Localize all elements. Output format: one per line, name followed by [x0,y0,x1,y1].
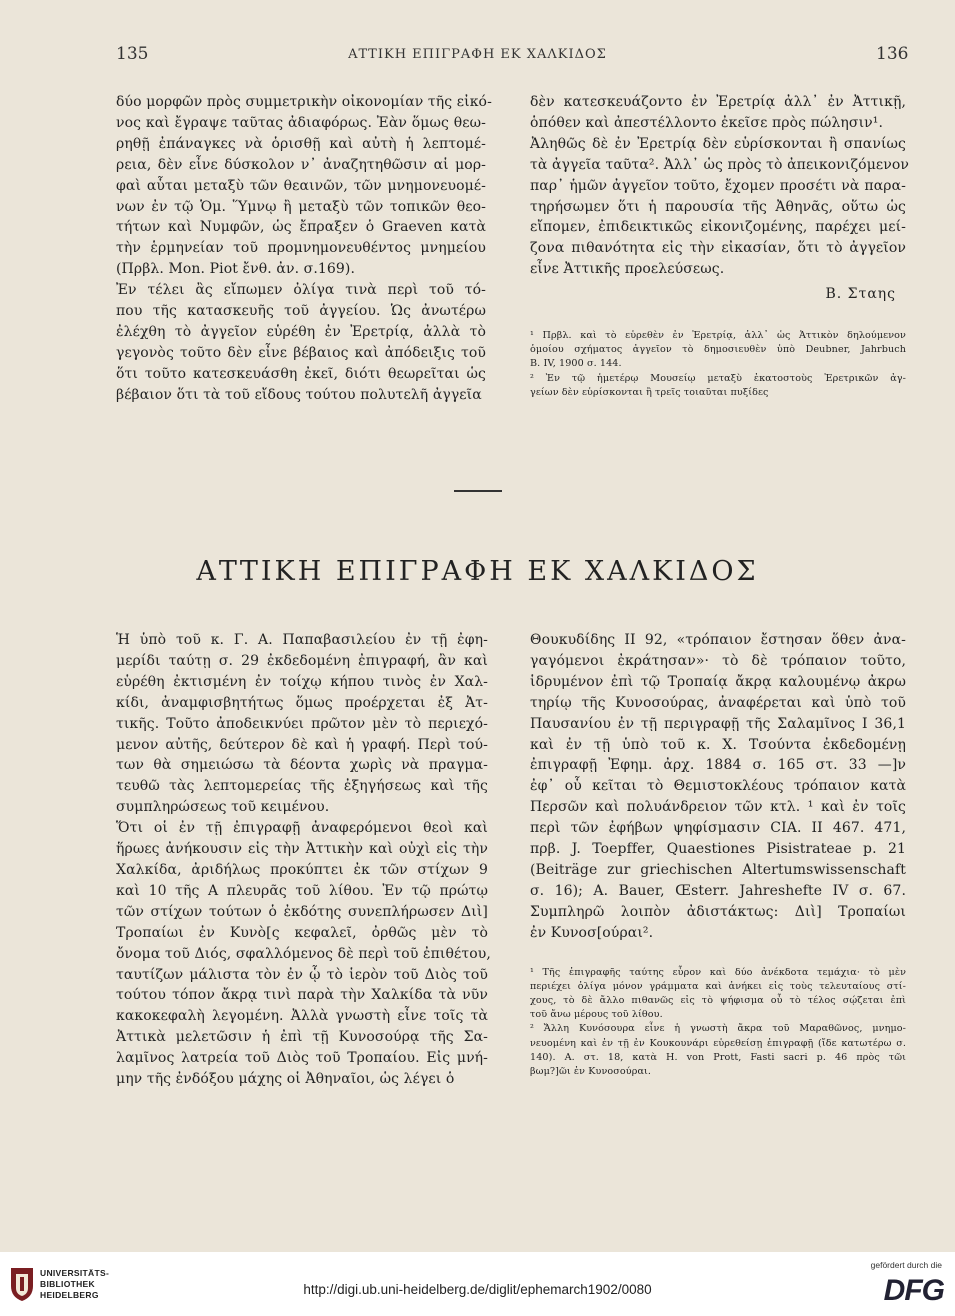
text-line: που τῆς κατασκευῆς τοῦ ἀγγείου. Ὡς ἀνωτέρω [116,303,486,320]
bottom-footnotes [530,966,906,1080]
text-line: ἐπιγραφῇ Ἐφημ. ἀρχ. 1884 σ. 165 στ. 33 —]ν [530,757,906,774]
left-page-number: 135 [116,44,149,64]
text-line: κίδι, ἀναμφισβητήτως ὅμως προέρχεται ἐξ Ἀτ- [116,694,488,711]
text-line: περὶ τῶν ἐφήβων ψηφίσμασιν CIA. II 467. 471, [530,820,906,837]
text-line: βέβαιον ὅτι τὰ τοῦ εἴδους τούτου πολυτελῆ ἀγγεῖα [116,386,482,403]
text-line: Συμπληρῶ λοιπὸν ἀδιστάκτως: Διὶ] Τροπαίωι [530,903,906,920]
text-line: τικῆς. Τοῦτο ἀποδεικνύει πρῶτον μὲν τὸ περιεχό- [116,715,488,732]
text-line: εἴπομεν, ἐπιδεικτικῶς εἰκονιζομένης, παρέχει μεί- [530,219,906,236]
text-line: ζονα πιθανότητα εἰς τὴν εἰκασίαν, ὅτι τὸ ἀγγεῖον [530,240,906,257]
text-line: ¹ Πρβλ. καὶ τὸ εὑρεθὲν ἐν Ἐρετρίᾳ, ἀλλ᾽ ὡς Ἀττικὸν δηλούμενον [530,330,906,342]
text-line: γείων δὲν εὑρίσκονται ἢ τρεῖς τοιαῦται πυξίδες [530,386,769,398]
text-line: περιέχει ὀλίγα μόνον γράμματα καὶ ἀνήκει εἰς τοὺς τελευταίους στί- [530,980,906,992]
bottom-right-column [530,630,906,1079]
footer-bar [0,1252,955,1316]
text-line: εἶνε Ἀττικῆς προελεύσεως. [530,261,725,278]
dfg-logo[interactable] [846,1260,948,1310]
text-line: σ. 16); A. Bauer, Œsterr. Jahreshefte IV σ. 67. [530,882,906,899]
text-line: τοῦ ἄνω μέρους τοῦ λίθου. [530,1009,663,1021]
text-line: νων ἐν τῷ Ὁμ. Ὕμνῳ ἢ μεταξὺ τῶν τοπικῶν θεο- [116,198,486,215]
text-line: 140). A. στ. 18, κατὰ H. von Prott, Fasti sacri p. 46 πρὸς τῶι [530,1051,906,1063]
text-line: φαὶ αὗται μεταξὺ τῶν θεαινῶν, τῶν μνημονευομέ- [116,177,486,194]
text-line: τηρίῳ τῆς Κυνοσούρας, ἀναφέρεται καὶ ὑπὸ τοῦ [530,694,906,711]
article-title: ΑΤΤΙΚΗ ΕΠΙΓΡΑΦΗ ΕΚ ΧΑΛΚΙΔΟΣ [196,556,759,587]
text-line: Ἡ ὑπὸ τοῦ κ. Γ. Α. Παπαβασιλείου ἐν τῇ ἐφη- [116,632,488,648]
text-line: τούτου τόπον ἄκρᾳ τινὶ παρὰ τὴν Χαλκίδα τὰ νῦν [116,987,488,1004]
text-line: καὶ 10 τῆς Α πλευρᾶς τοῦ λίθου. Ἐν τῷ πρώτῳ [116,882,488,899]
text-line: νευομένη καὶ ἐν τῇ ἐν Κουκουνάρι εὑρεθείσῃ ἐπιγραφῇ (ἴδε κατωτέρω σ. [530,1037,906,1049]
section-divider [454,490,502,492]
text-line: τῶν στίχων τούτων ὁ ἐκδότης συνεπλήρωσεν Διὶ] [116,903,488,920]
dfg-logo-text: DFG [883,1274,944,1307]
text-line: νος καὶ ἔγραψε ταῦτας ἀδιαφόρως. Ἐὰν ὅμως θεω- [116,114,486,131]
text-line: τήτων καὶ Νυμφῶν, ὡς ἔπραξεν ὁ Graeven κατὰ [116,219,486,236]
text-line: μενον αὐτῆς, δεύτερον δὲ καὶ ἡ γραφή. Περὶ τού- [116,736,488,753]
text-line: ὄνομα τοῦ Διός, σφαλλόμενος δὲ περὶ τοῦ ἐπιθέτου, [116,945,491,962]
bottom-left-column [116,630,491,1090]
text-line: Ἀληθῶς δὲ ἐν Ἐρετρίᾳ δὲν εὑρίσκονται ἢ σπανίως [530,135,906,152]
text-line: ἐν Κυνοσ[ούραι². [530,924,654,941]
top-right-column [530,92,909,400]
text-line: μερίδι ταύτῃ σ. 29 ἐκδεδομένη ἐπιγραφή, ἂν καὶ [116,652,488,669]
text-line: γεγονὸς τοῦτο δὲν εἶνε βέβαιος καὶ ἀπόδειξις τοῦ [116,344,486,361]
text-line: εὑρέθη ἐκτισμένη ἐν τοίχῳ κήπου τινὸς ἐν Χαλ- [116,673,488,690]
text-line: ² Ἐν τῷ ἡμετέρῳ Μουσείῳ μεταξὺ ἑκατοστοὺς Ἐρετρικῶν ἀγ- [530,372,906,384]
text-line: ρηθῇ ἐπάναγκες νὰ ὁρισθῇ καὶ αὐτὴ ἡ λεπτομέ- [116,135,486,152]
top-footnotes [530,329,906,400]
text-line: μην τῆς ἐνδόξου μάχης οἱ Ἀθηναῖοι, ὡς λέγει ὁ [116,1071,455,1088]
text-line: ἐλέχθη τὸ ἀγγεῖον εὑρέθη ἐν Ἐρετρίᾳ, ἀλλὰ τὸ [116,323,486,340]
text-line: τευθῶ τὰς λεπτομερείας τῆς ἐξηγήσεως καὶ τῆς [116,778,488,795]
text-line: ὁπόθεν καὶ ἀπεστέλλοντο ἐκεῖσε πρὸς πώλησιν¹. [530,114,884,131]
funded-by-text: gefördert durch die [870,1260,942,1270]
text-line: τὰ ἀγγεῖα ταῦτα². Ἀλλ᾽ ὡς πρὸς τὸ ἀπεικονιζόμενον [530,156,909,173]
text-line: των θὰ σημειώσω τὰ δέοντα χωρὶς νὰ πραγμα- [116,757,488,774]
text-line: (Πρβλ. Mon. Piot ἔνθ. ἀν. σ.169). [116,261,356,278]
text-line: συμπληρώσεως τοῦ κειμένου. [116,799,330,816]
text-line: τὴν ἑρμηνείαν τοῦ προμνημονευθέντος μνημείου [116,240,486,257]
text-line: ὁμοίου σχήματος ἀγγεῖον τὸ δημοσιευθὲν ὑπὸ Deubner, Jahrbuch [530,344,906,356]
text-line: Τροπαίωι ἐν Κυνὸ[ς κεφαλεῖ, ὀρθῶς μὲν τὸ [116,924,488,941]
text-line: Ἀττικὰ μελετῶσιν ἡ ἐπὶ τῇ Κυνοσούρᾳ τῆς Σα- [116,1029,488,1046]
text-line: Θουκυδίδης II 92, «τρόπαιον ἔστησαν ὅθεν ἀνα- [530,632,906,648]
running-title: ΑΤΤΙΚΗ ΕΠΙΓΡΑΦΗ ΕΚ ΧΑΛΚΙΔΟΣ [348,47,607,62]
text-line: Χαλκίδα, ἀριδήλως προκύπτει ἐκ τῶν στίχων 9 [116,861,488,878]
text-line: Ἐν τέλει ἂς εἴπωμεν ὀλίγα τινὰ περὶ τοῦ τό- [116,282,486,299]
text-line: Παυσανίου ἐν τῇ περιγραφῇ τῆς Σαλαμῖνος I 36,1 [530,715,906,732]
text-line: παρ᾽ ἡμῶν ἀγγεῖον τοῦτο, ἔχομεν προσέτι νὰ παρα- [530,177,906,194]
text-line: δύο μορφῶν πρὸς συμμετρικὴν οἰκονομίαν τῆς εἰκό- [116,94,492,110]
author-signature: Β. Σταης [825,286,896,303]
text-line: Περσῶν καὶ πολυάνδρειον τῶν κτλ. ¹ καὶ ἐν τοῖς [530,799,906,816]
text-line: ἐφ᾽ οὗ κεῖται τὸ Θεμιστοκλέους τρόπαιον κατὰ [530,778,906,795]
text-line: πρβ. J. Toepffer, Quaestiones Pisistrateae p. 21 [530,841,906,858]
text-line: (Beiträge zur griechischen Altertumswissenschaft [530,861,906,878]
text-line: κακοκεφαλὴ λεγομένη. Ἀλλὰ γνωστὴ εἶνε τοῖς τὰ [116,1008,488,1025]
right-page-number: 136 [876,44,909,64]
text-line: δὲν κατεσκευάζοντο ἐν Ἐρετρίᾳ ἀλλ᾽ ἐν Ἀττικῇ, [530,94,906,110]
text-line: χους, τὸ δὲ ἄλλο πιθανῶς εἰς τὸ ψήφισμα οὗ τὸ τέλος σῴζεται ἐπὶ [530,995,906,1006]
text-line: ὅτι τοῦτο κατεσκευάσθη ἐκεῖ, διότι θεωρεῖται ὡς [116,365,486,382]
text-line: καὶ ἐν τῇ ὑπὸ τοῦ κ. Χ. Τσούντα ἐκδεδομένῃ [530,736,906,753]
text-line: Ὅτι οἱ ἐν τῇ ἐπιγραφῇ ἀναφερόμενοι θεοὶ καὶ [116,820,488,837]
text-line: ταυτίζων μάλιστα τὸν ἐν ᾧ τὸ ἱερὸν τοῦ Διὸς τοῦ [116,966,488,983]
top-left-column [116,92,492,406]
text-line: λαμῖνος λατρεία τοῦ Διὸς τοῦ Τροπαίου. Εἰς μνή- [116,1050,488,1067]
text-line: βωμ?]ῶι ἐν Κυνοσούραι. [530,1066,652,1078]
text-line: τηρήσωμεν ὅτι ἡ παρουσία τῆς Ἀθηνᾶς, οὕτω ὡς [530,198,906,215]
text-line: ἱδρυμένον ἐπὶ τῷ Τροπαίᾳ ἄκρᾳ καλουμένῳ ἀκρω [530,673,906,690]
library-name: UNIVERSITÄTS- BIBLIOTHEK HEIDELBERG [40,1268,110,1300]
text-line: ¹ Τῆς ἐπιγραφῆς ταύτης εὗρον καὶ δύο ἀνέκδοτα τεμάχια· τὸ μὲν [530,966,906,978]
text-line: ² Ἄλλη Κυνόσουρα εἶνε ἡ γνωστὴ ἄκρα τοῦ Μαραθῶνος, μνημο- [530,1023,906,1035]
text-line: ρεια, δὲν εἶνε δύσκολον ν᾽ ἀναζητηθῶσιν αἱ μορ- [116,156,486,173]
source-url-link[interactable]: http://digi.ub.uni-heidelberg.de/diglit/ephemarch1902/0080 [303,1282,652,1297]
text-line: γαγόμενοι ἐκράτησαν»· τὸ δὲ τρόπαιον τοῦτο, [530,652,906,669]
text-line: B. IV, 1900 σ. 144. [530,358,622,370]
text-line: ἥρωες ἀνήκουσιν εἰς τὴν Ἀττικὴν καὶ οὐχὶ εἰς τὴν [116,841,488,858]
